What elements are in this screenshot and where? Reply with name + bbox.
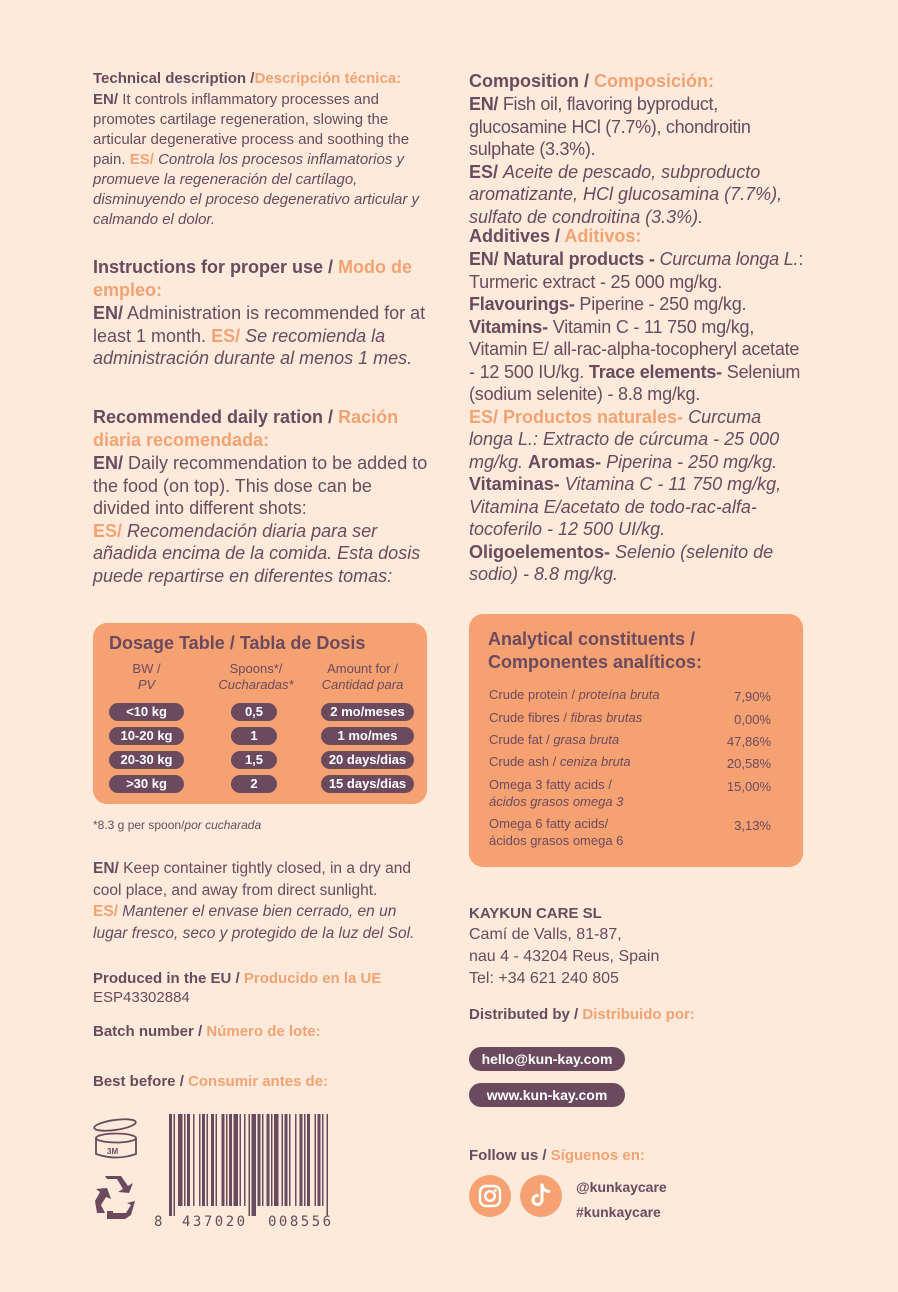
dosage-footnote: [93, 818, 428, 832]
comp-en-tag: EN/: [469, 94, 499, 114]
ac-value: 3,13%: [734, 818, 771, 833]
dosage-header-amount: [315, 661, 410, 693]
produced-en: Produced in the EU /: [93, 970, 240, 987]
dose-spoons: 1,5: [231, 751, 277, 769]
add-es-head: ES/ Productos naturales-: [469, 406, 684, 427]
analytical-row: [489, 732, 771, 747]
tech-es-text: Controla los procesos inflamatorios y promueve la regeneración del cartílago, disminuyendo el proceso degenerativo articular y calmando el dolor.: [93, 151, 420, 228]
email-link[interactable]: hello@kun-kay.com: [469, 1047, 625, 1071]
add-es-oligo-text: Selenio (selenito de sodio) - 8.8 mg/kg.: [469, 541, 774, 584]
ration-section: [93, 406, 428, 587]
additives-section: [469, 225, 804, 586]
add-en-curcuma: Curcuma longa L.: [659, 249, 799, 269]
ac-es: ácidos grasos omega 3: [489, 794, 624, 809]
barcode-bar: [304, 1114, 306, 1206]
barcode-bar: [300, 1114, 303, 1206]
add-es-piperina: Piperina - 250 mg/kg.: [606, 451, 778, 472]
ac-es: fibras brutas: [570, 710, 643, 725]
barcode-bar: [240, 1114, 242, 1206]
follow-us: [469, 1147, 804, 1164]
barcode-bar: [207, 1114, 209, 1206]
barcode-bar: [178, 1114, 183, 1206]
header-spoons-es: Cucharadas*: [218, 677, 294, 692]
add-title-es: Aditivos:: [564, 226, 642, 246]
barcode-bar: [274, 1114, 279, 1206]
barcode: [152, 1112, 348, 1234]
add-es-oligo: Oligoelementos-: [469, 541, 611, 562]
barcode-bar: [211, 1114, 214, 1206]
barcode-bar: [202, 1114, 205, 1206]
barcode-bar: [295, 1114, 297, 1206]
barcode-bar: [249, 1114, 251, 1216]
dosage-row: [109, 727, 415, 747]
analytical-row: [489, 776, 771, 810]
barcode-digits-left: 437020: [182, 1214, 248, 1230]
barcode-bar: [169, 1114, 172, 1216]
barcode-bar: [174, 1114, 176, 1216]
technical-description: [93, 70, 428, 230]
tech-title-es: Descripción técnica:: [254, 70, 402, 87]
header-bw-en: BW /: [132, 661, 161, 676]
dosage-table: [93, 623, 427, 804]
distributed-en: Distributed by /: [469, 1006, 579, 1023]
barcode-bar: [289, 1114, 291, 1206]
add-en-trace-text: Selenium (sodium selenite) - 8.8 mg/kg.: [469, 361, 801, 404]
barcode-bar: [222, 1114, 225, 1206]
dose-bw: 10-20 kg: [109, 727, 184, 745]
barcode-bar: [229, 1114, 232, 1206]
analytical-title-es: Componentes analíticos:: [488, 652, 703, 672]
ration-en-tag: EN/: [93, 453, 124, 473]
tiktok-icon[interactable]: [520, 1175, 562, 1217]
social-handle[interactable]: @kunkaycare: [576, 1179, 667, 1195]
barcode-bar: [282, 1114, 284, 1206]
add-es-aromas: Aromas-: [528, 451, 602, 472]
ac-value: 0,00%: [734, 712, 771, 727]
ac-en: Omega 3 fatty acids /: [489, 777, 612, 792]
barcode-bars: [152, 1112, 348, 1216]
pao-label: 3M: [107, 1147, 119, 1156]
ration-en-text: Daily recommendation to be added to the food (on top). This dose can be divided into different shots:: [93, 453, 428, 518]
batch-es: Número de lote:: [206, 1023, 321, 1040]
ac-en: Omega 6 fatty acids/: [489, 816, 609, 831]
dose-bw: <10 kg: [109, 703, 184, 721]
ration-es-tag: ES/: [93, 520, 123, 541]
barcode-bar: [271, 1114, 273, 1206]
barcode-bar: [187, 1114, 190, 1206]
barcode-bar: [262, 1114, 264, 1206]
dose-amount: 1 mo/mes: [321, 727, 414, 745]
comp-title-en: Composition /: [469, 71, 589, 91]
recycle-icon: [93, 1175, 135, 1221]
ac-es: proteína bruta: [578, 687, 660, 702]
barcode-bar: [193, 1114, 195, 1206]
comp-es-text: Aceite de pescado, subproducto aromatizante, HCl glucosamina (7.7%), sulfato de condroitina (3.3%).: [469, 161, 783, 227]
add-en-vit-text: Vitamin C - 11 750 mg/kg, Vitamin E/ all-rac-alpha-tocopheryl acetate - 12 500 IU/kg.: [469, 316, 800, 382]
analytical-constituents: [469, 614, 803, 867]
follow-es: Síguenos en:: [550, 1147, 645, 1164]
barcode-bar: [184, 1114, 186, 1206]
dosage-title: Dosage Table / Tabla de Dosis: [109, 633, 366, 653]
add-en-vit: Vitamins-: [469, 316, 548, 337]
produced-section: [93, 970, 428, 1007]
social-hashtag[interactable]: #kunkaycare: [576, 1204, 661, 1220]
ac-en: Crude ash /: [489, 754, 557, 769]
comp-es-tag: ES/: [469, 161, 499, 182]
comp-en-text: Fish oil, flavoring byproduct, glucosamine HCl (7.7%), chondroitin sulphate (3.3%).: [469, 94, 751, 159]
add-en-head: EN/ Natural products -: [469, 249, 655, 269]
instructions-section: [93, 256, 428, 370]
dosage-header-spoons: [211, 661, 301, 693]
tech-en-tag: EN/: [93, 91, 119, 108]
ac-en: Crude protein /: [489, 687, 575, 702]
use-es-tag: ES/: [211, 325, 241, 346]
batch-number: [93, 1023, 428, 1040]
dose-amount: 2 mo/meses: [321, 703, 414, 721]
company-info: [469, 904, 804, 990]
company-address-1: Camí de Valls, 81-87,: [469, 926, 622, 943]
tech-title-en: Technical description /: [93, 70, 255, 87]
social-handles: [576, 1175, 667, 1225]
barcode-bar: [226, 1114, 228, 1206]
batch-en: Batch number /: [93, 1023, 203, 1040]
use-es-text: Se recomienda la administración durante al menos 1 mes.: [93, 325, 413, 368]
instagram-icon[interactable]: [469, 1175, 511, 1217]
barcode-bar: [318, 1114, 321, 1206]
tech-es-tag: ES/: [129, 151, 154, 168]
storage-section: [93, 858, 433, 944]
header-spoons-en: Spoons*/: [229, 661, 283, 676]
storage-es-tag: ES/: [93, 903, 118, 920]
barcode-bar: [267, 1114, 270, 1206]
add-en-piperine: Piperine - 250 mg/kg.: [579, 294, 747, 314]
comp-title-es: Composición:: [594, 71, 715, 91]
ration-title-en: Recommended daily ration /: [93, 407, 334, 427]
dosage-row: [109, 751, 415, 771]
dosage-header-bw: [109, 661, 184, 693]
barcode-bar: [285, 1114, 288, 1206]
use-en-tag: EN/: [93, 303, 124, 323]
barcode-bar: [322, 1114, 324, 1206]
dose-amount: 20 days/dias: [321, 751, 414, 769]
dosage-row: [109, 775, 415, 795]
analytical-row: [489, 687, 771, 702]
dose-spoons: 1: [231, 727, 277, 745]
website-link[interactable]: www.kun-kay.com: [469, 1083, 625, 1107]
storage-en-text: Keep container tightly closed, in a dry and cool place, and away from direct sunlight.: [93, 860, 411, 899]
ration-es-text: Recomendación diaria para ser añadida encima de la comida. Esta dosis puede repartirse en diferentes tomas:: [93, 520, 421, 586]
best-before: [93, 1073, 428, 1090]
add-es-curcuma: Curcuma longa L.: Extracto de cúrcuma - 25 000 mg/kg.: [469, 406, 780, 472]
footnote-en: *8.3 g per spoon/: [93, 818, 185, 832]
ac-es: ácidos grasos omega 6: [489, 833, 624, 848]
barcode-bar: [307, 1114, 310, 1206]
company-phone: Tel: +34 621 240 805: [469, 970, 619, 987]
ac-value: 47,86%: [726, 734, 771, 749]
barcode-bar: [327, 1114, 329, 1216]
use-title-es: Modo de empleo:: [93, 257, 413, 300]
use-title-en: Instructions for proper use /: [93, 257, 334, 277]
ac-es: grasa bruta: [553, 732, 620, 747]
distributed-by: [469, 1006, 804, 1023]
dosage-row: [109, 703, 415, 723]
dose-spoons: 2: [231, 775, 277, 793]
best-es: Consumir antes de:: [188, 1073, 329, 1090]
distributed-es: Distribuido por:: [582, 1006, 695, 1023]
storage-es-text: Mantener el envase bien cerrado, en un lugar fresco, seco y protegido de la luz del Sol.: [93, 903, 415, 942]
pao-jar-icon: [93, 1116, 139, 1164]
analytical-title: [488, 628, 702, 674]
company-address-2: nau 4 - 43204 Reus, Spain: [469, 948, 660, 965]
analytical-row: [489, 754, 771, 769]
ac-value: 15,00%: [726, 779, 771, 794]
tech-en-text: It controls inflammatory processes and promotes cartilage regeneration, slowing the articular degenerative process and soothing the pain.: [93, 91, 410, 168]
composition-section: [469, 70, 804, 228]
barcode-bar: [315, 1114, 317, 1206]
add-en-trace: Trace elements-: [588, 361, 722, 382]
ration-title-es: Ración diaria recomendada:: [93, 407, 399, 450]
produced-code: ESP43302884: [93, 989, 190, 1006]
best-en: Best before /: [93, 1073, 184, 1090]
add-es-vit: Vitaminas-: [469, 474, 560, 494]
ac-value: 20,58%: [726, 756, 771, 771]
header-bw-es: PV: [137, 677, 156, 692]
produced-es: Producido en la UE: [243, 970, 382, 987]
ac-es: ceniza bruta: [559, 754, 631, 769]
dose-amount: 15 days/dias: [321, 775, 414, 793]
header-amount-en: Amount for /: [327, 661, 398, 676]
ac-en: Crude fibres /: [489, 710, 568, 725]
add-en-turmeric: : Turmeric extract - 25 000 mg/kg.: [469, 249, 804, 292]
barcode-bar: [199, 1114, 201, 1206]
add-en-flav: Flavourings-: [469, 294, 575, 314]
dose-bw: 20-30 kg: [109, 751, 184, 769]
analytical-title-en: Analytical constituents /: [488, 629, 696, 649]
analytical-row: [489, 710, 771, 725]
header-amount-es: Cantidad para: [321, 677, 404, 692]
use-en-text: Administration is recommended for at least 1 month.: [93, 303, 426, 346]
barcode-bar: [258, 1114, 261, 1206]
barcode-digit-first: 8: [154, 1214, 164, 1230]
footnote-es: por cucharada: [184, 818, 262, 832]
add-title-en: Additives /: [469, 226, 561, 246]
add-es-vit-text: Vitamina C - 11 750 mg/kg, Vitamina E/acetato de todo-rac-alfa-tocoferilo - 12 500 UI/kg.: [469, 474, 782, 539]
barcode-bar: [234, 1114, 239, 1206]
ac-value: 7,90%: [734, 689, 771, 704]
barcode-bar: [252, 1114, 257, 1216]
dose-spoons: 0,5: [231, 703, 277, 721]
follow-en: Follow us /: [469, 1147, 547, 1164]
company-name: KAYKUN CARE SL: [469, 905, 602, 922]
storage-en-tag: EN/: [93, 860, 119, 877]
barcode-digits-right: 008556: [268, 1214, 334, 1230]
analytical-row: [489, 815, 771, 849]
dose-bw: >30 kg: [109, 775, 184, 793]
barcode-bar: [244, 1114, 246, 1206]
ac-en: Crude fat /: [489, 732, 550, 747]
barcode-bar: [216, 1114, 218, 1206]
